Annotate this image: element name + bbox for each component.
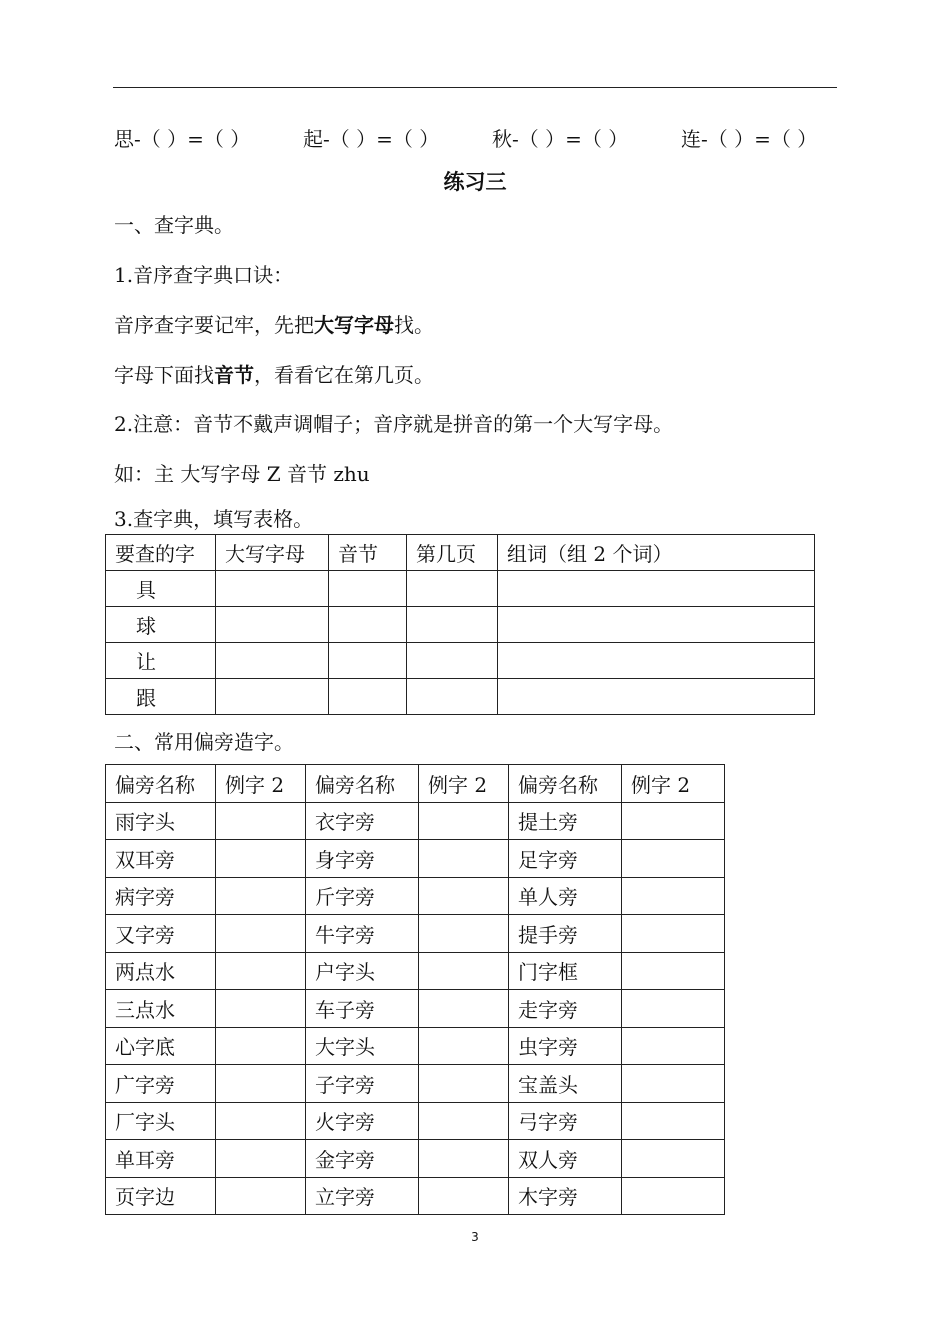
radical-name: 广字旁 <box>106 1065 216 1103</box>
blank-cell[interactable] <box>216 952 306 990</box>
table-row <box>106 877 725 915</box>
radical-name: 子字旁 <box>306 1065 419 1103</box>
radical-name: 衣字旁 <box>306 802 419 840</box>
table-row <box>106 952 725 990</box>
blank-cell[interactable] <box>329 607 407 643</box>
blank-cell[interactable] <box>419 1177 509 1215</box>
header-cell: 要查的字 <box>106 535 216 571</box>
blank-cell[interactable] <box>419 877 509 915</box>
blank-cell[interactable] <box>622 1065 725 1103</box>
table-row <box>106 802 725 840</box>
radical-name: 病字旁 <box>106 877 216 915</box>
blank-cell[interactable] <box>419 802 509 840</box>
blank-cell[interactable] <box>216 1102 306 1140</box>
blank-cell[interactable] <box>419 952 509 990</box>
header-cell: 偏旁名称 <box>106 765 216 803</box>
blank-cell[interactable] <box>622 802 725 840</box>
section2-heading: 二、常用偏旁造字。 <box>114 730 294 754</box>
table-header-row <box>106 765 725 803</box>
equation-1: 思-（ ）=（ ） <box>114 127 251 151</box>
radical-name: 火字旁 <box>306 1102 419 1140</box>
radical-name: 宝盖头 <box>509 1065 622 1103</box>
blank-cell[interactable] <box>498 643 815 679</box>
equation-4: 连-（ ）=（ ） <box>681 127 818 151</box>
blank-cell[interactable] <box>216 607 329 643</box>
radical-table <box>105 764 725 1215</box>
table-row <box>106 1177 725 1215</box>
table-row <box>106 1140 725 1178</box>
blank-cell[interactable] <box>419 915 509 953</box>
rhyme1-part-b: 找。 <box>394 313 434 337</box>
blank-cell[interactable] <box>216 1177 306 1215</box>
blank-cell[interactable] <box>407 679 498 715</box>
header-cell: 偏旁名称 <box>306 765 419 803</box>
header-cell: 音节 <box>329 535 407 571</box>
table-row <box>106 607 815 643</box>
radical-name: 单人旁 <box>509 877 622 915</box>
blank-cell[interactable] <box>329 679 407 715</box>
rhyme2-part-b: ，看看它在第几页。 <box>254 363 434 387</box>
table-row <box>106 840 725 878</box>
table-row <box>106 1102 725 1140</box>
blank-cell[interactable] <box>216 877 306 915</box>
radical-name: 厂字头 <box>106 1102 216 1140</box>
blank-cell[interactable] <box>419 840 509 878</box>
radical-name: 立字旁 <box>306 1177 419 1215</box>
blank-cell[interactable] <box>216 571 329 607</box>
radical-name: 木字旁 <box>509 1177 622 1215</box>
blank-cell[interactable] <box>419 1102 509 1140</box>
example-text: 如：主 大写字母 Z 音节 zhu <box>114 462 370 486</box>
blank-cell[interactable] <box>216 679 329 715</box>
blank-cell[interactable] <box>329 571 407 607</box>
radical-name: 大字头 <box>306 1027 419 1065</box>
lookup-char: 让 <box>106 643 216 679</box>
table-row <box>106 915 725 953</box>
header-cell: 组词（组 2 个词） <box>498 535 815 571</box>
blank-cell[interactable] <box>407 607 498 643</box>
item3-text: 3.查字典，填写表格。 <box>114 507 314 531</box>
blank-cell[interactable] <box>622 915 725 953</box>
rhyme-line-1 <box>114 312 434 338</box>
header-cell: 大写字母 <box>216 535 329 571</box>
blank-cell[interactable] <box>216 643 329 679</box>
blank-cell[interactable] <box>216 990 306 1028</box>
radical-name: 足字旁 <box>509 840 622 878</box>
radical-name: 单耳旁 <box>106 1140 216 1178</box>
header-rule <box>113 87 837 88</box>
blank-cell[interactable] <box>419 1065 509 1103</box>
rhyme-line-2 <box>114 362 434 388</box>
radical-name: 又字旁 <box>106 915 216 953</box>
table-row <box>106 643 815 679</box>
table-row <box>106 571 815 607</box>
blank-cell[interactable] <box>407 643 498 679</box>
table-row <box>106 990 725 1028</box>
rhyme1-bold: 大写字母 <box>314 313 394 337</box>
rhyme1-part-a: 音序查字要记牢，先把 <box>114 313 314 337</box>
radical-name: 心字底 <box>106 1027 216 1065</box>
equation-2: 起-（ ）=（ ） <box>303 127 440 151</box>
blank-cell[interactable] <box>622 1177 725 1215</box>
header-cell: 例字 2 <box>622 765 725 803</box>
radical-name: 走字旁 <box>509 990 622 1028</box>
lookup-char: 具 <box>106 571 216 607</box>
blank-cell[interactable] <box>419 1140 509 1178</box>
blank-cell[interactable] <box>216 840 306 878</box>
item1-text: 1.音序查字典口诀： <box>114 263 294 287</box>
blank-cell[interactable] <box>622 1027 725 1065</box>
radical-name: 虫字旁 <box>509 1027 622 1065</box>
table-row <box>106 1065 725 1103</box>
radical-name: 雨字头 <box>106 802 216 840</box>
table-header-row <box>106 535 815 571</box>
radical-name: 三点水 <box>106 990 216 1028</box>
blank-cell[interactable] <box>419 1027 509 1065</box>
blank-cell[interactable] <box>622 877 725 915</box>
blank-cell[interactable] <box>622 952 725 990</box>
radical-name: 斤字旁 <box>306 877 419 915</box>
radical-name: 身字旁 <box>306 840 419 878</box>
blank-cell[interactable] <box>498 607 815 643</box>
radical-name: 弓字旁 <box>509 1102 622 1140</box>
lookup-char: 跟 <box>106 679 216 715</box>
item2-text: 2.注意：音节不戴声调帽子；音序就是拼音的第一个大写字母。 <box>114 412 674 436</box>
blank-cell[interactable] <box>216 915 306 953</box>
radical-name: 双耳旁 <box>106 840 216 878</box>
blank-cell[interactable] <box>216 1140 306 1178</box>
dictionary-table <box>105 534 815 715</box>
blank-cell[interactable] <box>498 571 815 607</box>
page-title: 练习三 <box>443 170 507 194</box>
header-cell: 第几页 <box>407 535 498 571</box>
page-number: 3 <box>471 1230 479 1244</box>
radical-name: 双人旁 <box>509 1140 622 1178</box>
radical-name: 门字框 <box>509 952 622 990</box>
radical-name: 金字旁 <box>306 1140 419 1178</box>
equation-3: 秋-（ ）=（ ） <box>492 127 629 151</box>
header-cell: 例字 2 <box>216 765 306 803</box>
rhyme2-bold: 音节 <box>214 363 254 387</box>
blank-cell[interactable] <box>216 802 306 840</box>
table-row <box>106 1027 725 1065</box>
blank-cell[interactable] <box>419 990 509 1028</box>
radical-name: 户字头 <box>306 952 419 990</box>
radical-name: 提手旁 <box>509 915 622 953</box>
blank-cell[interactable] <box>622 1102 725 1140</box>
blank-cell[interactable] <box>216 1065 306 1103</box>
blank-cell[interactable] <box>216 1027 306 1065</box>
blank-cell[interactable] <box>329 643 407 679</box>
radical-name: 牛字旁 <box>306 915 419 953</box>
blank-cell[interactable] <box>622 1140 725 1178</box>
radical-name: 页字边 <box>106 1177 216 1215</box>
header-cell: 例字 2 <box>419 765 509 803</box>
rhyme2-part-a: 字母下面找 <box>114 363 214 387</box>
section1-heading: 一、查字典。 <box>114 213 234 237</box>
blank-cell[interactable] <box>498 679 815 715</box>
radical-name: 两点水 <box>106 952 216 990</box>
blank-cell[interactable] <box>407 571 498 607</box>
blank-cell[interactable] <box>622 990 725 1028</box>
header-cell: 偏旁名称 <box>509 765 622 803</box>
blank-cell[interactable] <box>622 840 725 878</box>
lookup-char: 球 <box>106 607 216 643</box>
radical-name: 提土旁 <box>509 802 622 840</box>
radical-name: 车子旁 <box>306 990 419 1028</box>
table-row <box>106 679 815 715</box>
